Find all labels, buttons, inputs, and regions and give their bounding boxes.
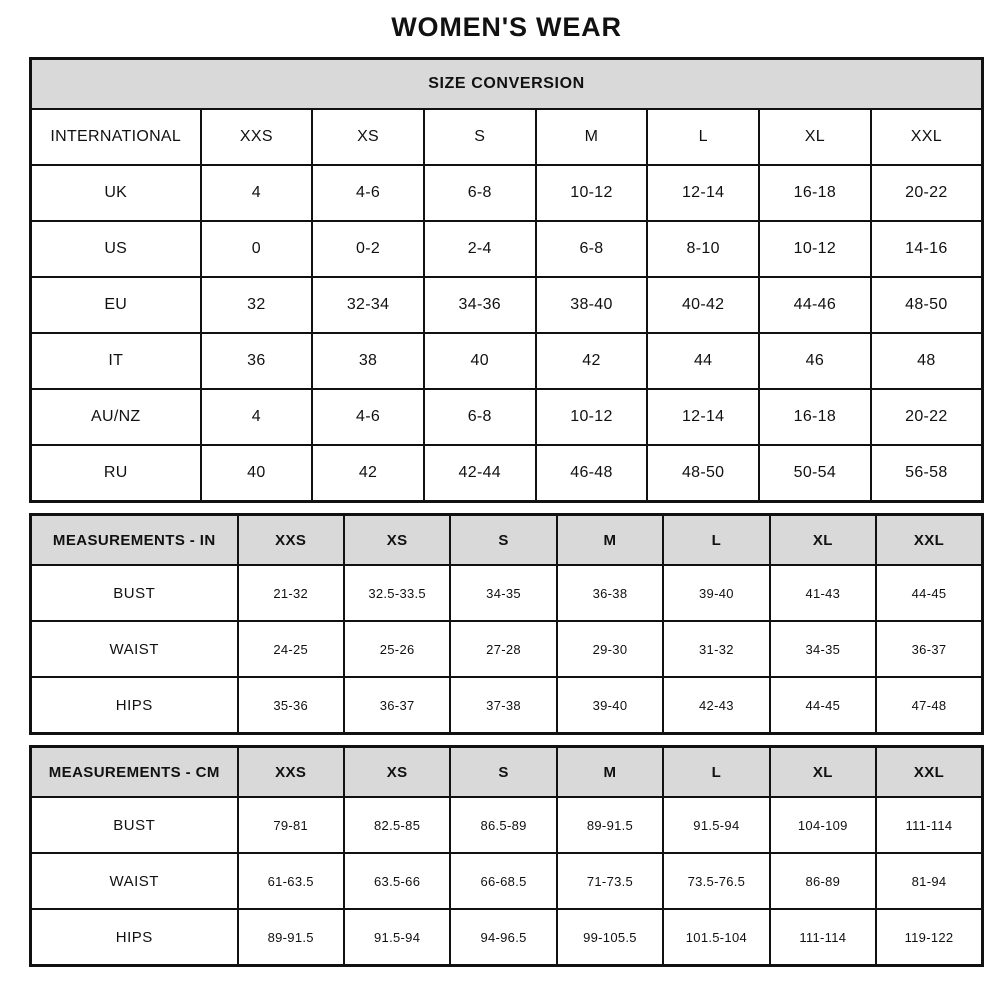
cell-value: 44-46 xyxy=(759,277,871,333)
size-column-header: XXL xyxy=(876,747,982,798)
size-column-header: XXS xyxy=(238,747,344,798)
cell-value: 42 xyxy=(312,445,424,502)
cell-value: XXL xyxy=(871,109,983,165)
row-label: US xyxy=(31,221,201,277)
cell-value: 10-12 xyxy=(759,221,871,277)
cell-value: 111-114 xyxy=(876,797,982,853)
cell-value: 4-6 xyxy=(312,389,424,445)
cell-value: 99-105.5 xyxy=(557,909,663,966)
cell-value: 73.5-76.5 xyxy=(663,853,769,909)
cell-value: 46-48 xyxy=(536,445,648,502)
size-column-header: M xyxy=(557,515,663,566)
cell-value: 8-10 xyxy=(647,221,759,277)
cell-value: 35-36 xyxy=(238,677,344,734)
cell-value: 71-73.5 xyxy=(557,853,663,909)
table-row xyxy=(31,389,983,445)
cell-value: 36-37 xyxy=(876,621,982,677)
size-conversion-table xyxy=(29,57,984,503)
cell-value: 6-8 xyxy=(424,389,536,445)
cell-value: 89-91.5 xyxy=(557,797,663,853)
row-label: WAIST xyxy=(31,853,238,909)
cell-value: 20-22 xyxy=(871,165,983,221)
cell-value: 21-32 xyxy=(238,565,344,621)
row-label: RU xyxy=(31,445,201,502)
cell-value: 89-91.5 xyxy=(238,909,344,966)
cell-value: 32-34 xyxy=(312,277,424,333)
cell-value: 39-40 xyxy=(663,565,769,621)
cell-value: 38-40 xyxy=(536,277,648,333)
cell-value: XL xyxy=(759,109,871,165)
cell-value: 104-109 xyxy=(770,797,876,853)
cell-value: 42-43 xyxy=(663,677,769,734)
size-column-header: XL xyxy=(770,515,876,566)
cell-value: 34-35 xyxy=(770,621,876,677)
cell-value: 44 xyxy=(647,333,759,389)
cell-value: 12-14 xyxy=(647,389,759,445)
cell-value: 94-96.5 xyxy=(450,909,556,966)
size-conversion-banner-row xyxy=(31,59,983,110)
cell-value: 111-114 xyxy=(770,909,876,966)
cell-value: L xyxy=(647,109,759,165)
cell-value: 25-26 xyxy=(344,621,450,677)
table-row xyxy=(31,165,983,221)
cell-value: 36 xyxy=(201,333,313,389)
cell-value: 91.5-94 xyxy=(344,909,450,966)
cell-value: 10-12 xyxy=(536,165,648,221)
cell-value: 40-42 xyxy=(647,277,759,333)
cell-value: 81-94 xyxy=(876,853,982,909)
size-column-header: XL xyxy=(770,747,876,798)
row-label: HIPS xyxy=(31,677,238,734)
cell-value: 79-81 xyxy=(238,797,344,853)
size-column-header: XXS xyxy=(238,515,344,566)
cell-value: 24-25 xyxy=(238,621,344,677)
size-column-header: M xyxy=(557,747,663,798)
measurements-cm-header-row xyxy=(31,747,983,798)
cell-value: 61-63.5 xyxy=(238,853,344,909)
cell-value: 4 xyxy=(201,389,313,445)
table-row xyxy=(31,277,983,333)
measurements-cm-table xyxy=(29,745,984,967)
cell-value: 47-48 xyxy=(876,677,982,734)
cell-value: 0 xyxy=(201,221,313,277)
size-column-header: XS xyxy=(344,747,450,798)
cell-value: 36-38 xyxy=(557,565,663,621)
cell-value: 27-28 xyxy=(450,621,556,677)
cell-value: 39-40 xyxy=(557,677,663,734)
row-label: INTERNATIONAL xyxy=(31,109,201,165)
cell-value: 37-38 xyxy=(450,677,556,734)
table-row xyxy=(31,797,983,853)
table-row xyxy=(31,909,983,966)
size-column-header: S xyxy=(450,747,556,798)
table-row xyxy=(31,677,983,734)
cell-value: 4-6 xyxy=(312,165,424,221)
cell-value: 42-44 xyxy=(424,445,536,502)
cell-value: 40 xyxy=(201,445,313,502)
size-conversion-header: SIZE CONVERSION xyxy=(31,59,983,110)
table-row xyxy=(31,221,983,277)
row-label: IT xyxy=(31,333,201,389)
cell-value: 32 xyxy=(201,277,313,333)
cell-value: 12-14 xyxy=(647,165,759,221)
row-label: UK xyxy=(31,165,201,221)
row-label: HIPS xyxy=(31,909,238,966)
size-column-header: S xyxy=(450,515,556,566)
cell-value: 91.5-94 xyxy=(663,797,769,853)
cell-value: 31-32 xyxy=(663,621,769,677)
size-column-header: XXL xyxy=(876,515,982,566)
cell-value: M xyxy=(536,109,648,165)
row-label: BUST xyxy=(31,565,238,621)
table-row xyxy=(31,853,983,909)
cell-value: 16-18 xyxy=(759,389,871,445)
cell-value: 29-30 xyxy=(557,621,663,677)
cell-value: 34-35 xyxy=(450,565,556,621)
row-label: AU/NZ xyxy=(31,389,201,445)
cell-value: 32.5-33.5 xyxy=(344,565,450,621)
table-row xyxy=(31,333,983,389)
cell-value: 86-89 xyxy=(770,853,876,909)
cell-value: 38 xyxy=(312,333,424,389)
cell-value: 2-4 xyxy=(424,221,536,277)
measurements-in-header-row xyxy=(31,515,983,566)
measurements-in-body xyxy=(31,565,983,734)
size-column-header: XS xyxy=(344,515,450,566)
cell-value: 42 xyxy=(536,333,648,389)
row-label: BUST xyxy=(31,797,238,853)
cell-value: 40 xyxy=(424,333,536,389)
cell-value: 101.5-104 xyxy=(663,909,769,966)
cell-value: XXS xyxy=(201,109,313,165)
cell-value: 56-58 xyxy=(871,445,983,502)
measurements-in-table xyxy=(29,513,984,735)
cell-value: XS xyxy=(312,109,424,165)
cell-value: S xyxy=(424,109,536,165)
cell-value: 14-16 xyxy=(871,221,983,277)
size-column-header: L xyxy=(663,515,769,566)
cell-value: 10-12 xyxy=(536,389,648,445)
cell-value: 0-2 xyxy=(312,221,424,277)
cell-value: 44-45 xyxy=(876,565,982,621)
measurements-in-header: MEASUREMENTS - IN xyxy=(31,515,238,566)
measurements-cm-header: MEASUREMENTS - CM xyxy=(31,747,238,798)
cell-value: 82.5-85 xyxy=(344,797,450,853)
cell-value: 36-37 xyxy=(344,677,450,734)
cell-value: 6-8 xyxy=(424,165,536,221)
row-label: WAIST xyxy=(31,621,238,677)
measurements-cm-body xyxy=(31,797,983,966)
cell-value: 41-43 xyxy=(770,565,876,621)
cell-value: 86.5-89 xyxy=(450,797,556,853)
table-row xyxy=(31,109,983,165)
table-row xyxy=(31,621,983,677)
cell-value: 4 xyxy=(201,165,313,221)
size-column-header: L xyxy=(663,747,769,798)
page-title: WOMEN'S WEAR xyxy=(391,12,622,42)
cell-value: 66-68.5 xyxy=(450,853,556,909)
table-row xyxy=(31,565,983,621)
cell-value: 119-122 xyxy=(876,909,982,966)
row-label: EU xyxy=(31,277,201,333)
cell-value: 16-18 xyxy=(759,165,871,221)
cell-value: 48-50 xyxy=(647,445,759,502)
cell-value: 6-8 xyxy=(536,221,648,277)
cell-value: 34-36 xyxy=(424,277,536,333)
cell-value: 48-50 xyxy=(871,277,983,333)
cell-value: 50-54 xyxy=(759,445,871,502)
cell-value: 63.5-66 xyxy=(344,853,450,909)
cell-value: 48 xyxy=(871,333,983,389)
cell-value: 20-22 xyxy=(871,389,983,445)
size-conversion-body xyxy=(31,109,983,502)
cell-value: 46 xyxy=(759,333,871,389)
table-row xyxy=(31,445,983,502)
cell-value: 44-45 xyxy=(770,677,876,734)
